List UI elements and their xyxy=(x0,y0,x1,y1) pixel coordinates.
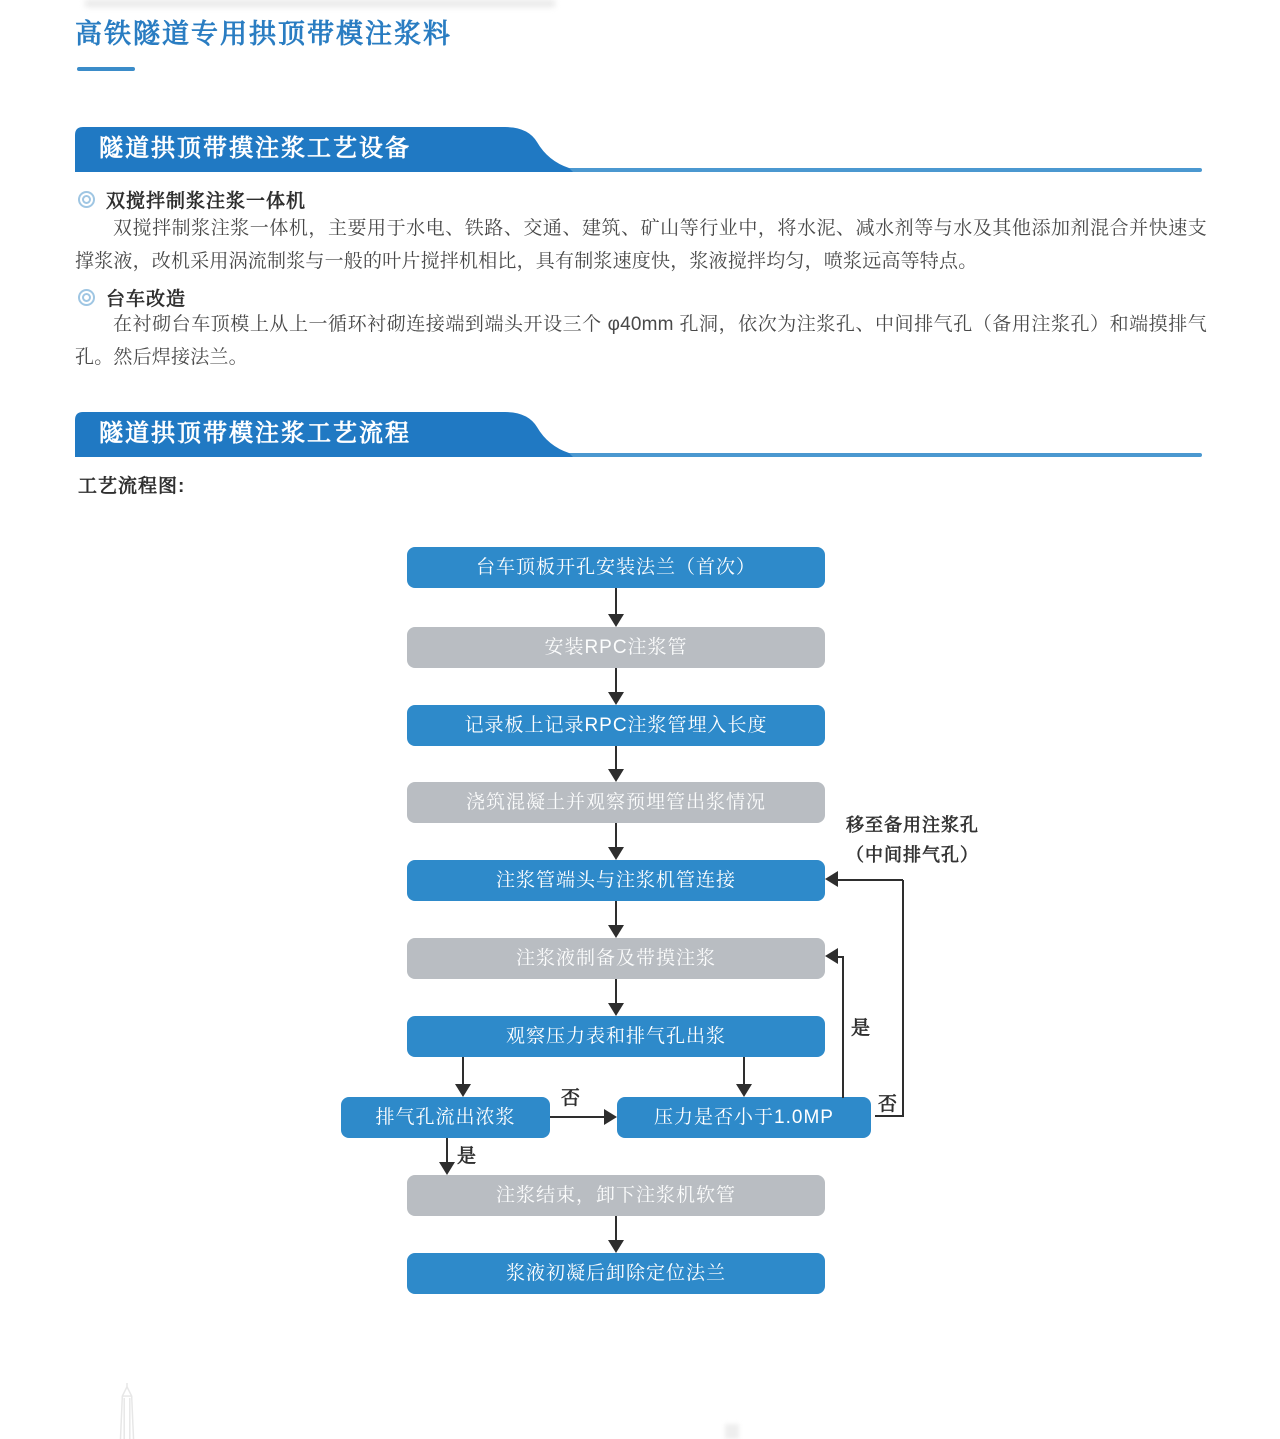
page-title: 高铁隧道专用拱顶带模注浆料 xyxy=(75,19,452,49)
flow-box-install-flange: 台车顶板开孔安装法兰（首次） xyxy=(407,547,825,588)
flow-box-pressure-check: 压力是否小于1.0MP xyxy=(617,1097,871,1138)
decision-label-yes: 是 xyxy=(457,1146,478,1167)
flow-arrow-10-11 xyxy=(615,1216,617,1240)
decision-label-no-loop: 否 xyxy=(878,1094,899,1115)
building-watermark-icon xyxy=(100,1383,154,1439)
section-banner-equipment xyxy=(75,127,1205,173)
arrow-down-icon xyxy=(608,614,624,627)
flow-arrow-8-9 xyxy=(550,1116,604,1118)
arrow-down-icon xyxy=(455,1084,471,1097)
flow-box-prepare-grout: 注浆液制备及带摸注浆 xyxy=(407,938,825,979)
ring-bullet-icon xyxy=(78,289,95,306)
flow-arrow-5-6 xyxy=(615,901,617,925)
flow-loop-yes-seg1 xyxy=(842,957,844,1098)
loop-note-line1: 移至备用注浆孔 xyxy=(846,815,979,835)
flow-arrow-4-5 xyxy=(615,823,617,847)
flow-arrow-7-8 xyxy=(462,1057,464,1084)
top-edge-artifact xyxy=(85,0,555,7)
flow-arrow-2-3 xyxy=(615,668,617,692)
flow-box-vent-thick-grout: 排气孔流出浓浆 xyxy=(341,1097,550,1138)
flow-arrow-3-4 xyxy=(615,746,617,769)
decision-label-yes-loop: 是 xyxy=(851,1018,872,1039)
loop-note-line2: （中间排气孔） xyxy=(846,845,979,865)
loop-note xyxy=(830,810,995,870)
flow-loop-no-seg2 xyxy=(902,880,904,1117)
section-banner-process xyxy=(75,412,1205,458)
decision-label-no: 否 xyxy=(561,1088,582,1109)
arrow-left-icon xyxy=(825,871,838,887)
arrow-down-icon xyxy=(608,769,624,782)
flow-box-remove-flange: 浆液初凝后卸除定位法兰 xyxy=(407,1253,825,1294)
flow-box-observe-pressure: 观察压力表和排气孔出浆 xyxy=(407,1016,825,1057)
arrow-down-icon xyxy=(608,1240,624,1253)
section-banner-equipment-label: 隧道拱顶带摸注浆工艺设备 xyxy=(99,135,411,162)
flow-arrow-7-9 xyxy=(743,1057,745,1084)
flow-arrow-8-10 xyxy=(446,1138,448,1162)
flow-caption: 工艺流程图: xyxy=(78,476,186,497)
paragraph-mixer: 双搅拌制浆注浆一体机，主要用于水电、铁路、交通、建筑、矿山等行业中，将水泥、减水剂等与水及其他添加剂混合并快速支撑浆液，改机采用涡流制浆与一般的叶片搅拌机相比，具有制浆速度快，浆液搅拌均匀，喷浆远高等特点。 xyxy=(75,218,1207,272)
item-heading-mixer xyxy=(78,186,306,213)
flow-loop-no-seg3 xyxy=(838,879,903,881)
flow-box-end-grouting: 注浆结束，卸下注浆机软管 xyxy=(407,1175,825,1216)
arrow-down-icon xyxy=(608,847,624,860)
ring-bullet-icon xyxy=(78,191,95,208)
arrow-down-icon xyxy=(439,1162,455,1175)
flow-loop-yes-seg2 xyxy=(838,956,844,958)
flow-box-record-length: 记录板上记录RPC注浆管埋入长度 xyxy=(407,705,825,746)
flow-box-pour-concrete: 浇筑混凝土并观察预埋管出浆情况 xyxy=(407,782,825,823)
title-underline xyxy=(77,67,135,71)
arrow-down-icon xyxy=(736,1084,752,1097)
bottom-edge-artifact xyxy=(725,1424,739,1439)
item-heading-trolley-label: 台车改造 xyxy=(106,289,187,310)
item-heading-mixer-label: 双搅拌制浆注浆一体机 xyxy=(106,191,307,212)
section-banner-process-label: 隧道拱顶带模注浆工艺流程 xyxy=(99,420,411,447)
flow-box-connect-machine: 注浆管端头与注浆机管连接 xyxy=(407,860,825,901)
arrow-left-icon xyxy=(825,948,838,964)
item-heading-trolley xyxy=(78,284,186,311)
flow-arrow-6-7 xyxy=(615,979,617,1003)
flow-arrow-1-2 xyxy=(615,588,617,614)
arrow-down-icon xyxy=(608,1003,624,1016)
arrow-down-icon xyxy=(608,692,624,705)
flow-box-install-rpc-pipe: 安装RPC注浆管 xyxy=(407,627,825,668)
arrow-down-icon xyxy=(608,925,624,938)
arrow-right-icon xyxy=(604,1109,617,1125)
paragraph-trolley: 在衬砌台车顶模上从上一循环衬砌连接端到端头开设三个 φ40mm 孔洞，依次为注浆孔、中间排气孔（备用注浆孔）和端摸排气孔。然后焊接法兰。 xyxy=(75,314,1207,368)
